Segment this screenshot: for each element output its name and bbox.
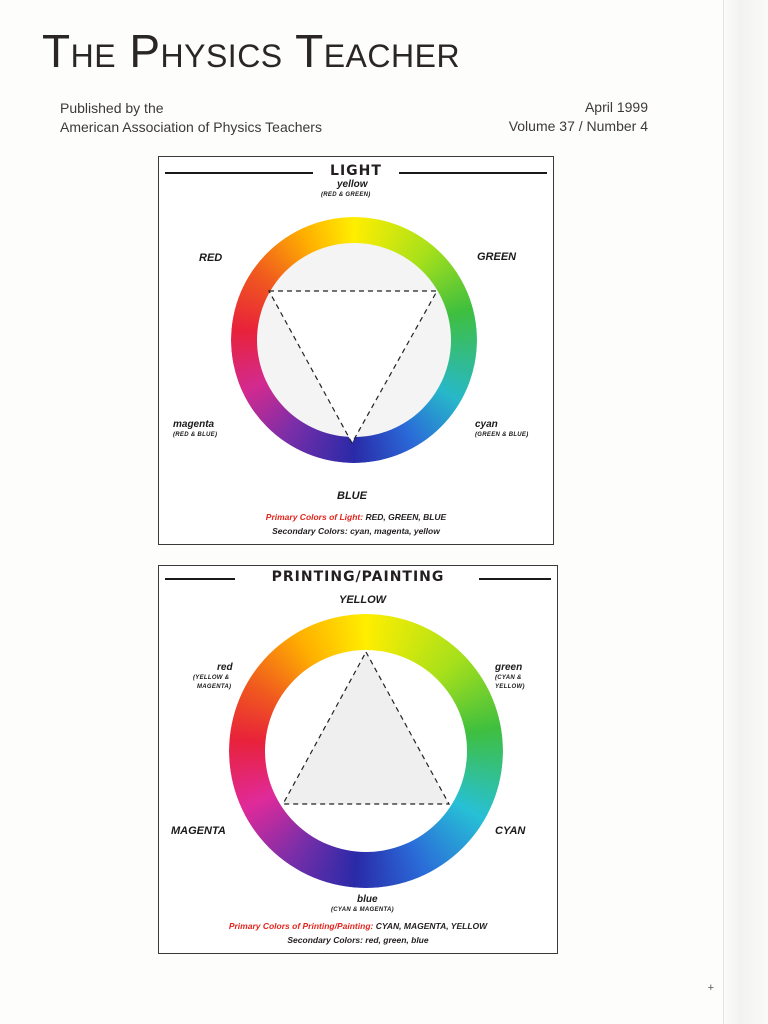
light-top-sub: (RED & GREEN) [321,192,371,198]
paint-left-label: red [217,662,233,673]
light-bottom-left-label: magenta [173,419,215,430]
paint-primary-line [159,921,557,931]
page-edge-shadow [722,0,768,1024]
light-primary-line [159,512,553,522]
paint-primary-prefix: Primary Colors of Printing/Painting: [228,921,374,931]
light-bottom-label: BLUE [337,490,367,502]
paint-diagram-panel [158,565,558,954]
paint-bottom-sub: (CYAN & MAGENTA) [331,907,394,913]
light-heading: LIGHT [326,163,386,179]
light-bottom-right-sub: (GREEN & BLUE) [475,432,529,438]
issue-date: April 1999 [584,99,648,115]
publisher-line-2: American Association of Physics Teachers [60,119,322,135]
light-bottom-left-sub: (RED & BLUE) [173,432,218,438]
light-primary-prefix: Primary Colors of Light: [265,512,364,522]
paint-bottom-right-label: CYAN [495,825,526,837]
light-left-label: RED [199,252,223,264]
paint-secondary-line: Secondary Colors: red, green, blue [287,935,429,945]
paint-right-label: green [495,662,523,673]
publisher-line-1: Published by the [60,100,164,116]
light-secondary-line: Secondary Colors: cyan, magenta, yellow [272,526,440,536]
paint-right-sub-2: YELLOW) [495,684,525,690]
page-edge-line [723,0,724,1024]
paint-primary-values: CYAN, MAGENTA, YELLOW [375,921,488,931]
paint-left-sub-2: MAGENTA) [197,684,232,690]
paint-left-sub-1: (YELLOW & [193,675,230,681]
light-color-wheel [159,157,553,544]
crop-mark: + [707,982,714,994]
paint-right-sub-1: (CYAN & [495,675,522,681]
light-bottom-right-label: cyan [475,419,498,430]
masthead-title: The Physics Teacher [42,25,461,77]
issue-volume: Volume 37 / Number 4 [508,118,648,134]
paint-top-label: YELLOW [339,594,387,606]
light-diagram-panel [158,156,554,545]
paint-bottom-left-label: MAGENTA [171,825,226,837]
paint-bottom-label: blue [357,894,378,905]
light-primary-values: RED, GREEN, BLUE [365,512,447,522]
light-top-label: yellow [337,179,368,190]
light-right-label: GREEN [477,251,517,263]
paint-heading: PRINTING/PAINTING [268,569,449,585]
